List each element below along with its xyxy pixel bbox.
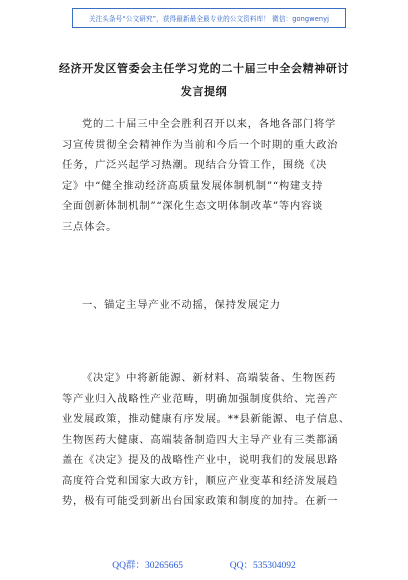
section-paragraph bbox=[62, 368, 362, 512]
section-line: 业发展政策，推动健康有序发展。**县新能源、电子信息、 bbox=[62, 413, 350, 425]
section-line: 等产业归入战略性产业范畴，明确加强制度供给、完善产 bbox=[62, 392, 339, 405]
intro-line: 定》中“健全推动经济高质量发展体制机制”“构建支持 bbox=[62, 179, 324, 192]
section-line: 盖在《决定》提及的战略性产业中，说明我们的发展思路 bbox=[62, 454, 339, 466]
intro-line: 习宣传贯彻全会精神作为当前和今后一个时期的重大政治 bbox=[62, 138, 339, 151]
promo-banner bbox=[72, 8, 346, 28]
intro-line: 全面创新体制机制”“深化生态文明体制改革”等内容谈 bbox=[62, 200, 324, 212]
section-heading: 一、锚定主导产业不动摇，保持发展定力 bbox=[82, 299, 281, 311]
footer-contact bbox=[0, 557, 408, 571]
section-line: 《决定》中将新能源、新材料、高端装备、生物医药 bbox=[82, 372, 337, 384]
section-line: 生物医药大健康、高端装备制造四大主导产业有三类都涵 bbox=[62, 433, 339, 446]
document-subtitle: 发言提纲 bbox=[180, 85, 228, 98]
document-title: 经济开发区管委会主任学习党的二十届三中全会精神研讨 bbox=[59, 62, 349, 75]
intro-line: 党的二十届三中全会胜利召开以来，各地各部门将学 bbox=[82, 118, 337, 130]
footer-qq-group: QQ群：30265665 bbox=[112, 561, 183, 571]
section-line: 势，极有可能受到新出台国家政策和制度的加持。在新一 bbox=[62, 495, 339, 507]
promo-banner-text: 关注头条号“公文研究”，获得最新最全最专业的公文资料库！ 微信：gongwenyj bbox=[88, 15, 330, 23]
section-line: 高度符合党和国家大政方针，顺应产业变革和经济发展趋 bbox=[62, 474, 339, 487]
intro-line: 三点体会。 bbox=[62, 220, 118, 233]
footer-qq: QQ：535304092 bbox=[229, 561, 296, 571]
intro-paragraph bbox=[62, 114, 362, 237]
intro-line: 任务，广泛兴起学习热潮。现结合分管工作，围绕《决 bbox=[62, 159, 328, 171]
